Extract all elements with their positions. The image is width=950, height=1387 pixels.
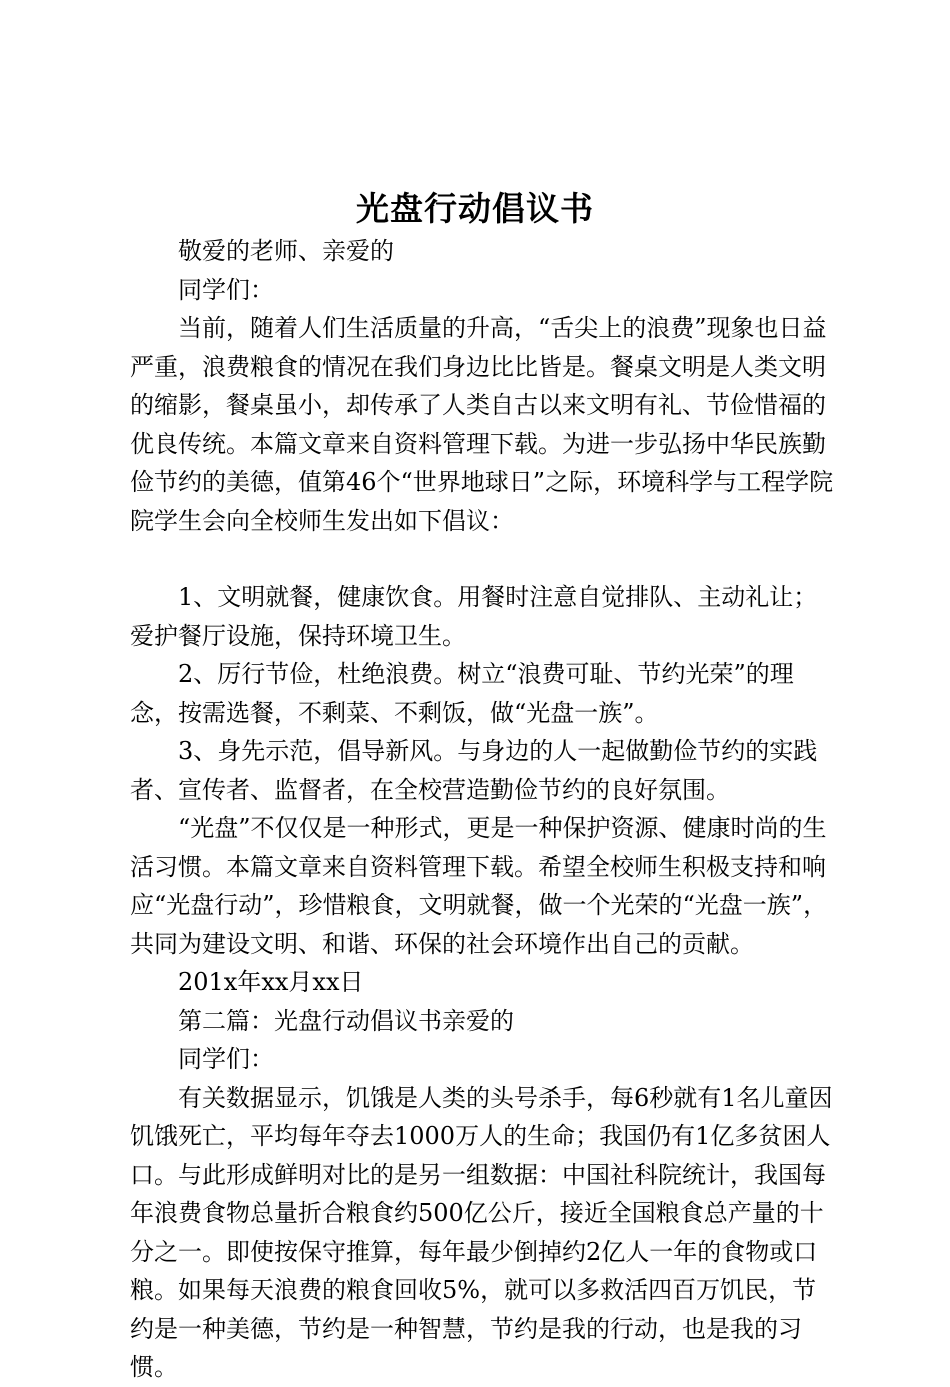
proposal-item-2: 2、厉行节俭，杜绝浪费。树立“浪费可耻、节约光荣”的理念，按需选餐，不剩菜、不剩饭，做“光盘一族”。: [130, 660, 794, 727]
document-body: [130, 232, 840, 1387]
date-line: 201x年xx月xx日: [178, 968, 364, 996]
section2-paragraph: 有关数据显示，饥饿是人类的头号杀手，每6秒就有1名儿童因饥饿死亡，平均每年夺去1000万人的生命；我国仍有1亿多贫困人口。与此形成鲜明对比的是另一组数据：中国社科院统计，我国每年浪费食物总量折合粮食约500亿公斤，接近全国粮食总产量的十分之一。即使按保守推算，每年最少倒掉约2亿人一年的食物或口粮。如果每天浪费的粮食回收5%，就可以多救活四百万饥民，节约是一种美德，节约是一种智慧，节约是我的行动，也是我的习惯。: [130, 1083, 833, 1381]
greeting-line-2: 同学们：: [178, 275, 274, 304]
greeting-line-1: 敬爱的老师、亲爱的: [178, 237, 394, 265]
closing-paragraph: “光盘”不仅仅是一种形式，更是一种保护资源、健康时尚的生活习惯。本篇文章来自资料管理下载。希望全校师生积极支持和响应“光盘行动”，珍惜粮食，文明就餐，做一个光荣的“光盘一族”，共同为建设文明、和谐、环保的社会环境作出自己的贡献。: [130, 814, 828, 958]
section2-greeting: 同学们：: [178, 1045, 274, 1073]
section2-heading: 第二篇：光盘行动倡议书亲爱的: [178, 1006, 514, 1035]
page-title: 光盘行动倡议书: [356, 189, 594, 228]
paragraph-gap: [130, 540, 840, 578]
proposal-item-3: 3、身先示范，倡导新风。与身边的人一起做勤俭节约的实践者、宣传者、监督者，在全校营造勤俭节约的良好氛围。: [130, 737, 818, 804]
intro-paragraph: 当前，随着人们生活质量的升高，“舌尖上的浪费”现象也日益严重，浪费粮食的情况在我们身边比比皆是。餐桌文明是人类文明的缩影，餐桌虽小，却传承了人类自古以来文明有礼、节俭惜福的优良传统。本篇文章来自资料管理下载。为进一步弘扬中华民族勤俭节约的美德，值第46个“世界地球日”之际，环境科学与工程学院院学生会向全校师生发出如下倡议：: [130, 314, 834, 535]
proposal-item-1: 1、文明就餐，健康饮食。用餐时注意自觉排队、主动礼让；爱护餐厅设施，保持环境卫生。: [130, 583, 818, 650]
